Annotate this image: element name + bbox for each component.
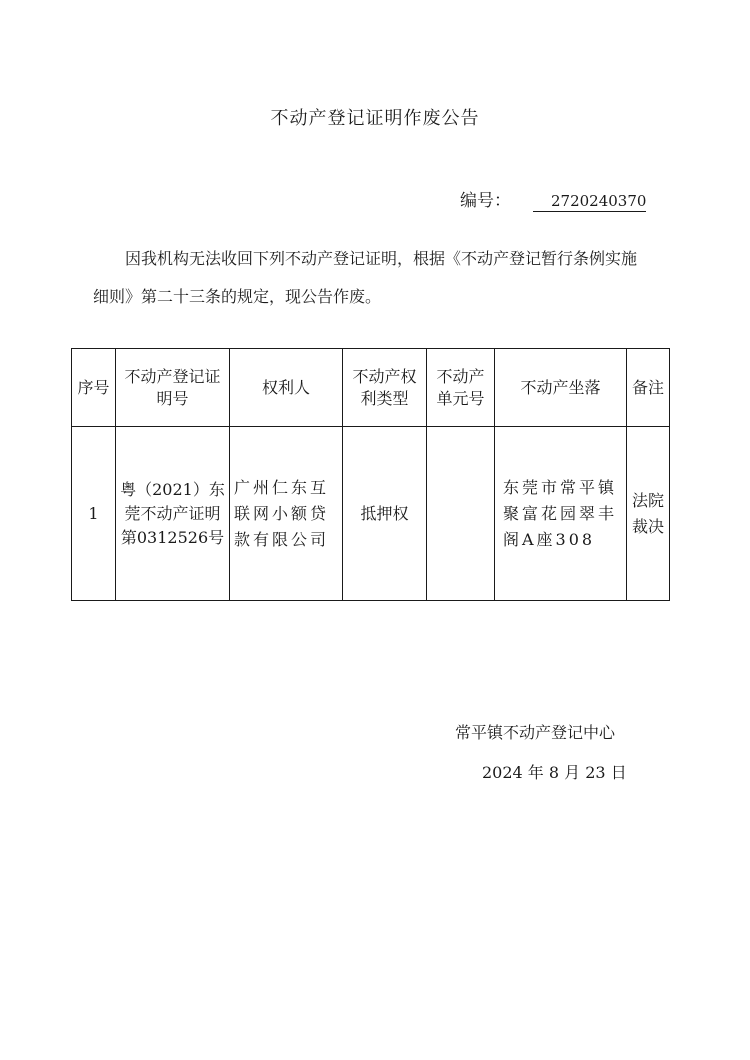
cell-unit-no [427,427,495,601]
cell-seq: 1 [72,427,116,601]
notice-body: 因我机构无法收回下列不动产登记证明，根据《不动产登记暂行条例实施细则》第二十三条的规定，现公告作废。 [93,249,638,306]
document-number-value: 2720240370 [533,192,646,212]
table-header-row [72,349,670,427]
document-number-label: 编号： [460,191,511,211]
page-title: 不动产登记证明作废公告 [270,108,480,129]
document-number [460,186,646,212]
cell-location: 东莞市常平镇聚富花园翠丰阁A座308 [495,427,627,601]
header-unit-no: 不动产单元号 [427,349,495,427]
cell-remark: 法院裁决 [627,427,670,601]
header-obligee: 权利人 [230,349,343,427]
header-location: 不动产坐落 [495,349,627,427]
issue-date: 2024 年 8 月 23 日 [482,763,627,782]
cell-obligee: 广州仁东互联网小额贷款有限公司 [230,427,343,601]
header-cert-no: 不动产登记证明号 [116,349,230,427]
issuing-organization: 常平镇不动产登记中心 [455,723,616,742]
header-remark: 备注 [627,349,670,427]
certificate-table [71,348,670,601]
cell-right-type: 抵押权 [343,427,427,601]
table-row [72,427,670,601]
header-right-type: 不动产权利类型 [343,349,427,427]
cell-cert-no: 粤（2021）东莞不动产证明第0312526号 [116,427,230,601]
header-seq: 序号 [72,349,116,427]
